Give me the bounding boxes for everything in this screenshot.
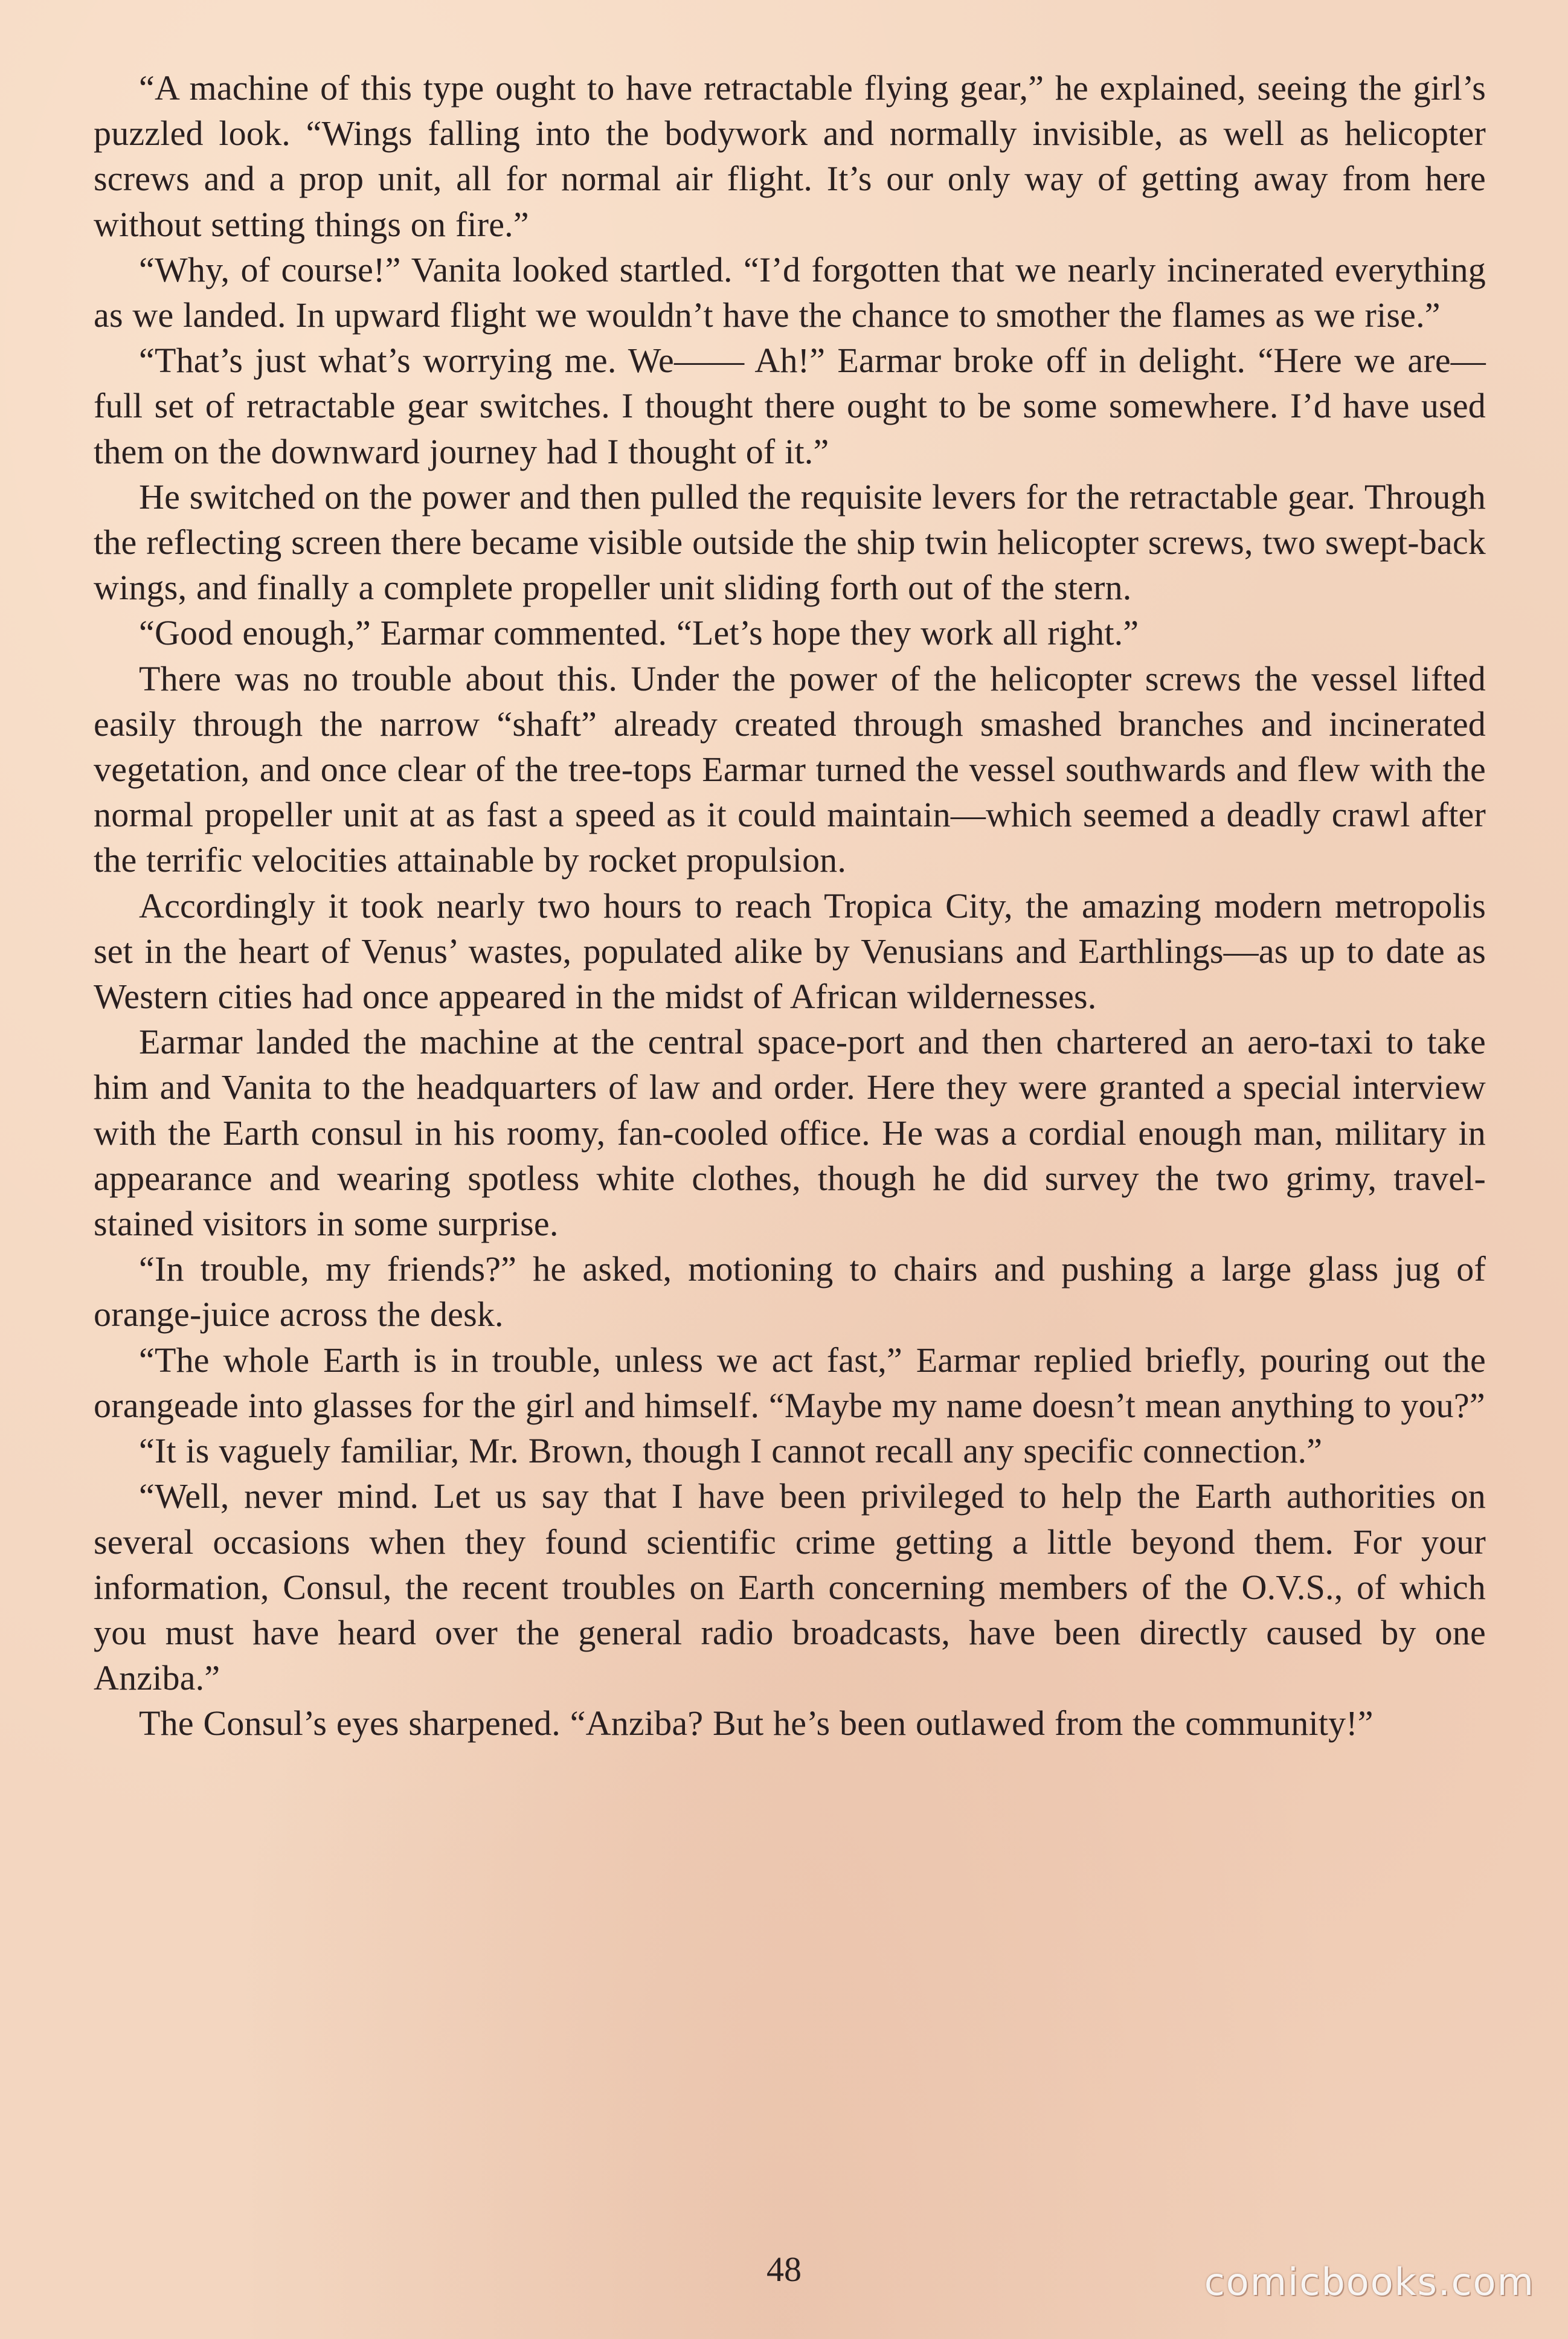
paragraph: “A machine of this type ought to have retractable flying gear,” he explained, seeing the girl’s puzzled look. “Wings falling into the bodywork and normally invisible, as well as helicopter screws and a prop unit, all for normal air flight. It’s our only way of getting away from here without setting things on fire.” xyxy=(94,68,1486,244)
paragraph: The Consul’s eyes sharpened. “Anziba? But he’s been outlawed from the community!” xyxy=(139,1704,1374,1743)
page-number: 48 xyxy=(766,2250,802,2289)
paragraph: Accordingly it took nearly two hours to reach Tropica City, the amazing modern metropolis set in the heart of Venus’ wastes, populated alike by Venusians and Earthlings—as up to date as Western cities had once appeared in the midst of African wildernesses. xyxy=(94,886,1486,1017)
paragraph: There was no trouble about this. Under the power of the helicopter screws the vessel lifted easily through the narrow “shaft” already created through smashed branches and incinerated vegetation, and once clear of the tree-tops Earmar turned the vessel southwards and flew with the normal propeller unit at as fast a speed as it could maintain—which seemed a deadly crawl after the terrific velocities attainable by rocket propulsion. xyxy=(94,658,1486,880)
paragraph: “It is vaguely familiar, Mr. Brown, though I cannot recall any specific connection.” xyxy=(139,1431,1323,1471)
paragraph: He switched on the power and then pulled the requisite levers for the retractable gear. Through the reflecting screen there became visible outside the ship twin helicopter screws, two swept-back wings, and finally a complete propeller unit sliding forth out of the stern. xyxy=(94,477,1486,608)
page-body xyxy=(94,65,1486,1746)
paragraph: “Good enough,” Earmar commented. “Let’s hope they work all right.” xyxy=(139,613,1139,653)
paragraph: “Why, of course!” Vanita looked startled. “I’d forgotten that we nearly incinerated everything as we landed. In upward flight we wouldn’t have the chance to smother the flames as we rise.” xyxy=(94,249,1486,335)
paragraph: “That’s just what’s worrying me. We—— Ah!” Earmar broke off in delight. “Here we are—full set of retractable gear switches. I thought there ought to be some somewhere. I’d have used them on the downward journey had I thought of it.” xyxy=(94,341,1486,471)
paragraph: “The whole Earth is in trouble, unless we act fast,” Earmar replied briefly, pouring out the orangeade into glasses for the girl and himself. “Maybe my name doesn’t mean anything to you?” xyxy=(94,1340,1486,1425)
watermark-text: comicbooks.com xyxy=(1204,2260,1535,2304)
paragraph: “Well, never mind. Let us say that I have been privileged to help the Earth authorities on several occasions when they found scientific crime getting a little beyond them. For your information, Consul, the recent troubles on Earth concerning members of the O.V.S., of which you must have heard over the general radio broadcasts, have been directly caused by one Anziba.” xyxy=(94,1476,1486,1698)
paragraph: “In trouble, my friends?” he asked, motioning to chairs and pushing a large glass jug of orange-juice across the desk. xyxy=(94,1249,1486,1334)
paragraph: Earmar landed the machine at the central space-port and then chartered an aero-taxi to take him and Vanita to the headquarters of law and order. Here they were granted a special interview with the Earth consul in his roomy, fan-cooled office. He was a cordial enough man, military in appearance and wearing spotless white clothes, though he did survey the two grimy, travel-stained visitors in some surprise. xyxy=(94,1022,1486,1244)
